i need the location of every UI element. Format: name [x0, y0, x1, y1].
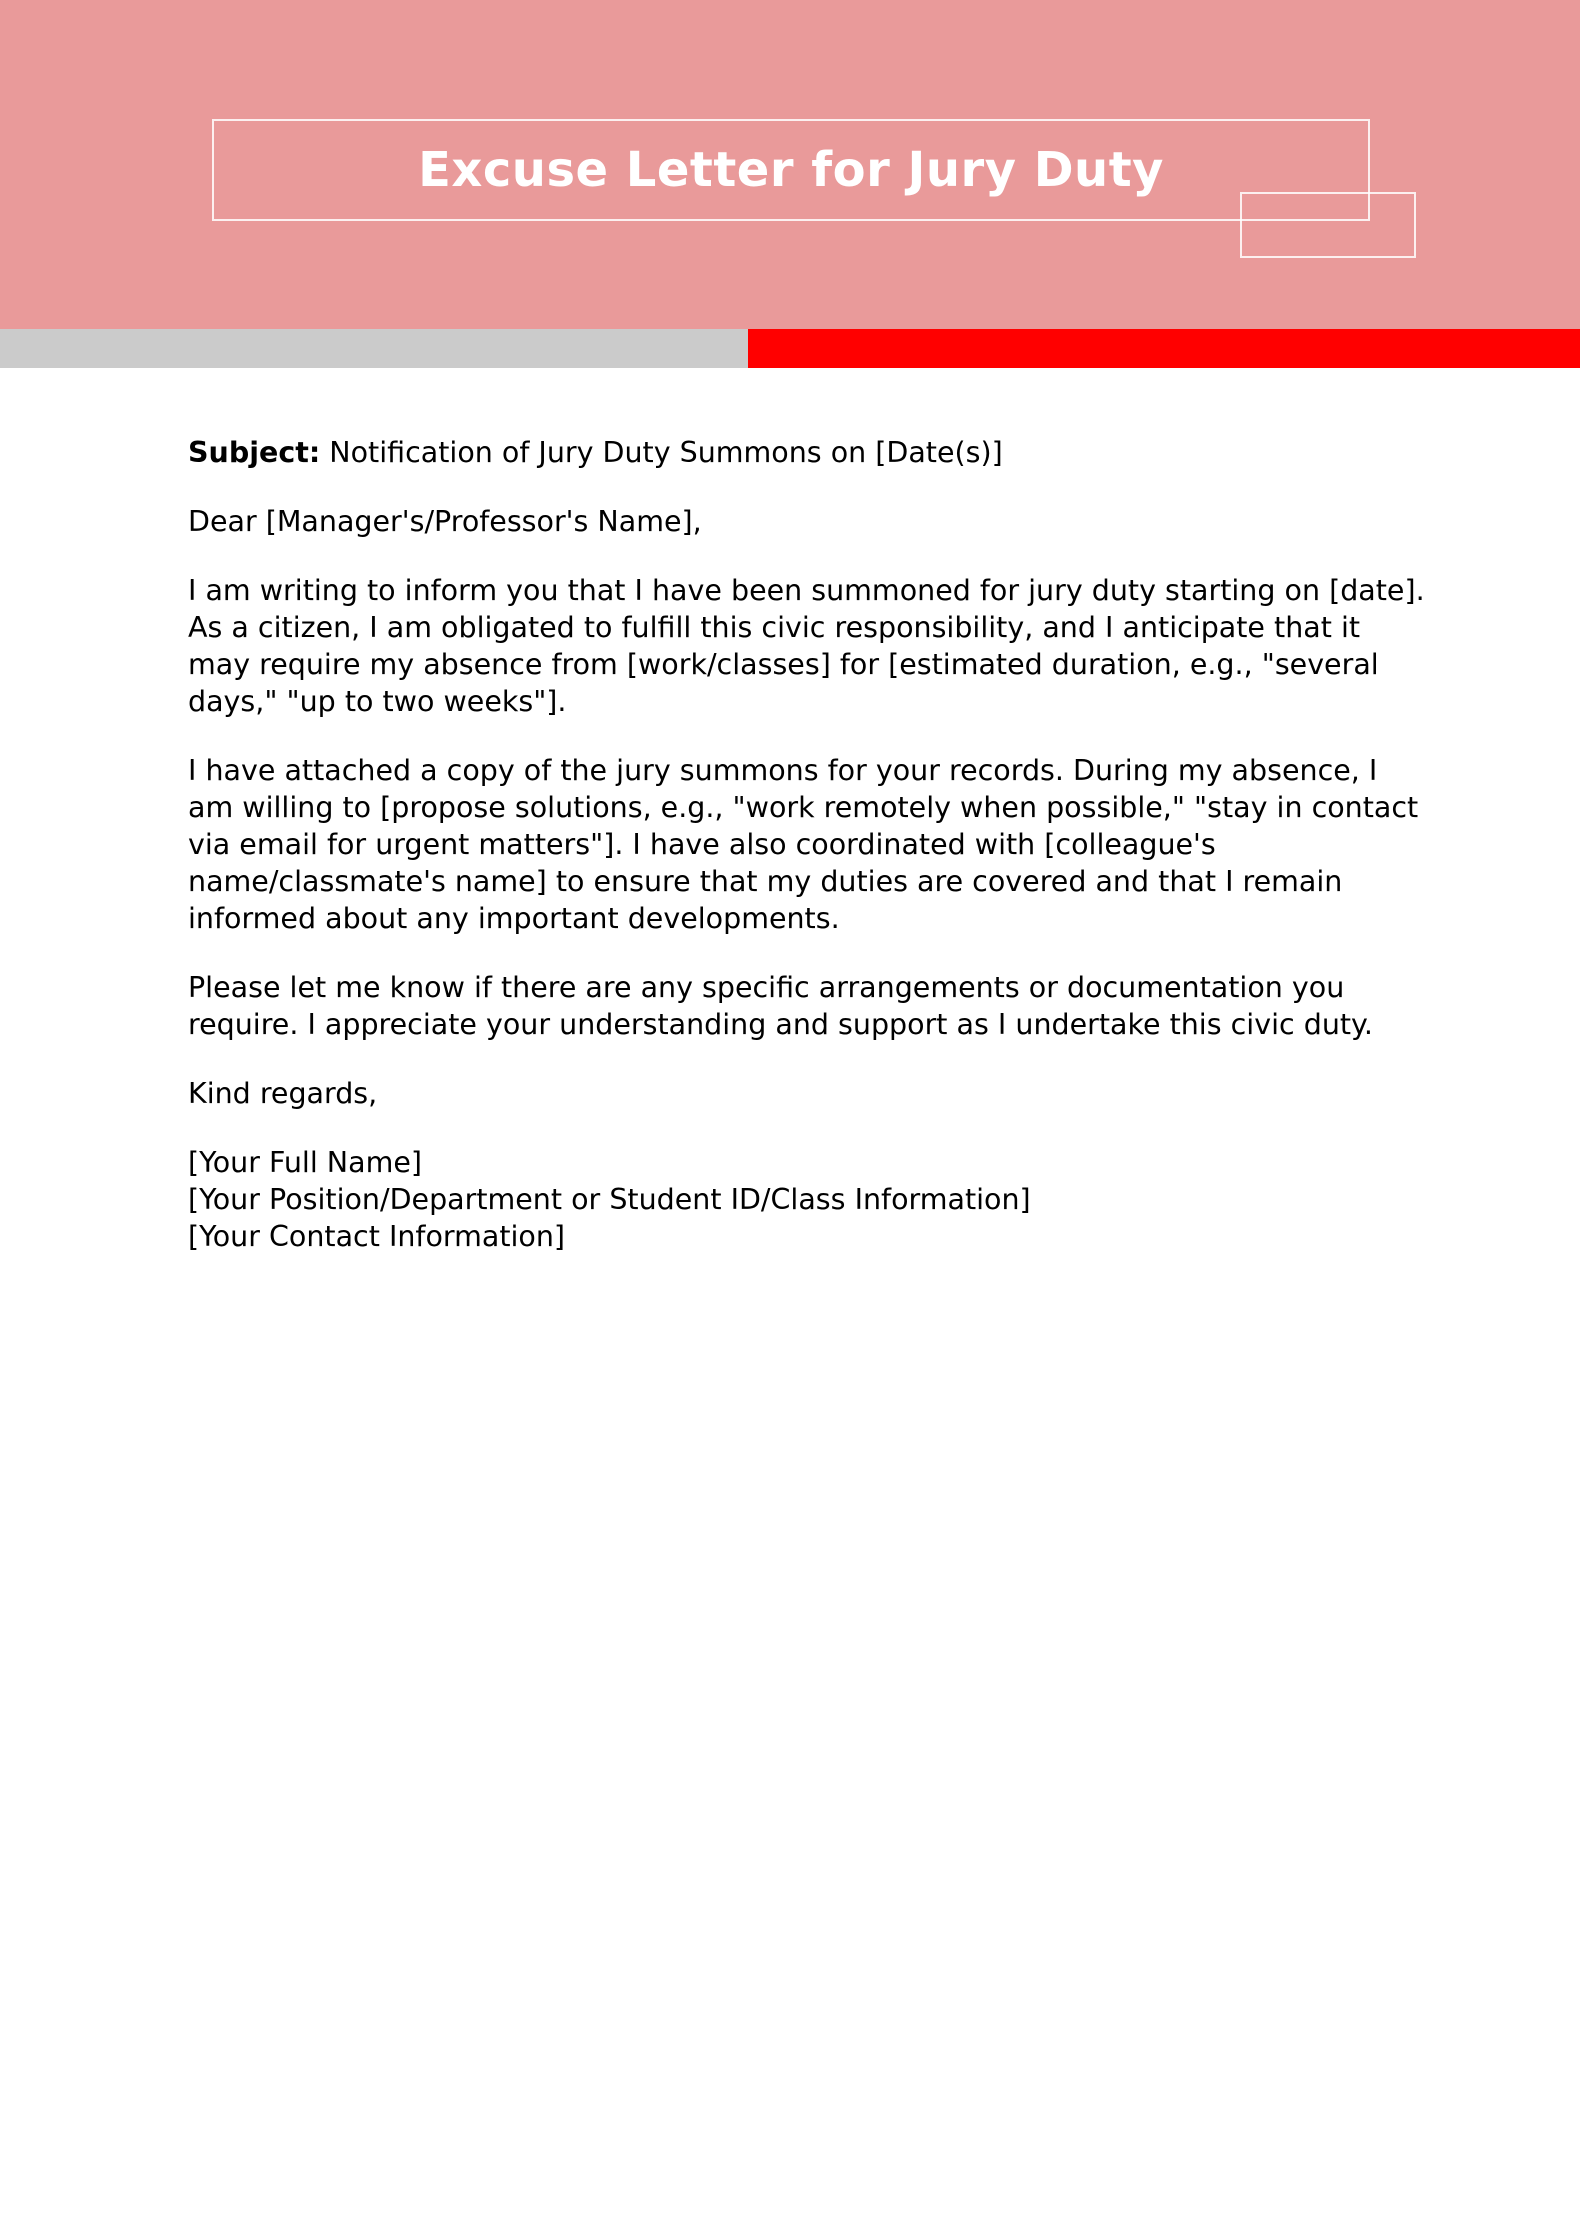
- paragraph-intro: I am writing to inform you that I have been summoned for jury duty starting on [date]. As a citizen, I am obligated to fulfill this civic responsibility, and I anticipate that it may require my absence from [work/classes] for [estimated duration, e.g., "several days," "up to two weeks"].: [188, 574, 1425, 718]
- closing: Kind regards,: [188, 1077, 378, 1110]
- salutation: Dear [Manager's/Professor's Name],: [188, 505, 702, 538]
- letter-body: [188, 434, 1428, 1287]
- signature-name: [Your Full Name]: [188, 1146, 423, 1179]
- subject-text: Notification of Jury Duty Summons on [Date(s)]: [329, 436, 1003, 469]
- header-band: [0, 0, 1580, 329]
- document-title: Excuse Letter for Jury Duty: [418, 142, 1164, 198]
- paragraph-request: Please let me know if there are any specific arrangements or documentation you require. I appreciate your understanding and support as I undertake this civic duty.: [188, 971, 1373, 1041]
- signature-block: [188, 1144, 1428, 1255]
- signature-contact: [Your Contact Information]: [188, 1220, 566, 1253]
- accent-stripe-red: [748, 329, 1580, 368]
- decorative-frame: [1240, 192, 1416, 258]
- signature-position: [Your Position/Department or Student ID/Class Information]: [188, 1183, 1031, 1216]
- subject-label: Subject:: [188, 436, 321, 469]
- accent-stripe-gray: [0, 329, 748, 368]
- subject-line: [188, 434, 1428, 471]
- title-frame: [212, 119, 1370, 221]
- paragraph-arrangements: I have attached a copy of the jury summons for your records. During my absence, I am willing to [propose solutions, e.g., "work remotely when possible," "stay in contact via email for urgent matters"]. I have also coordinated with [colleague's name/classmate's name] to ensure that my duties are covered and that I remain informed about any important developments.: [188, 754, 1419, 935]
